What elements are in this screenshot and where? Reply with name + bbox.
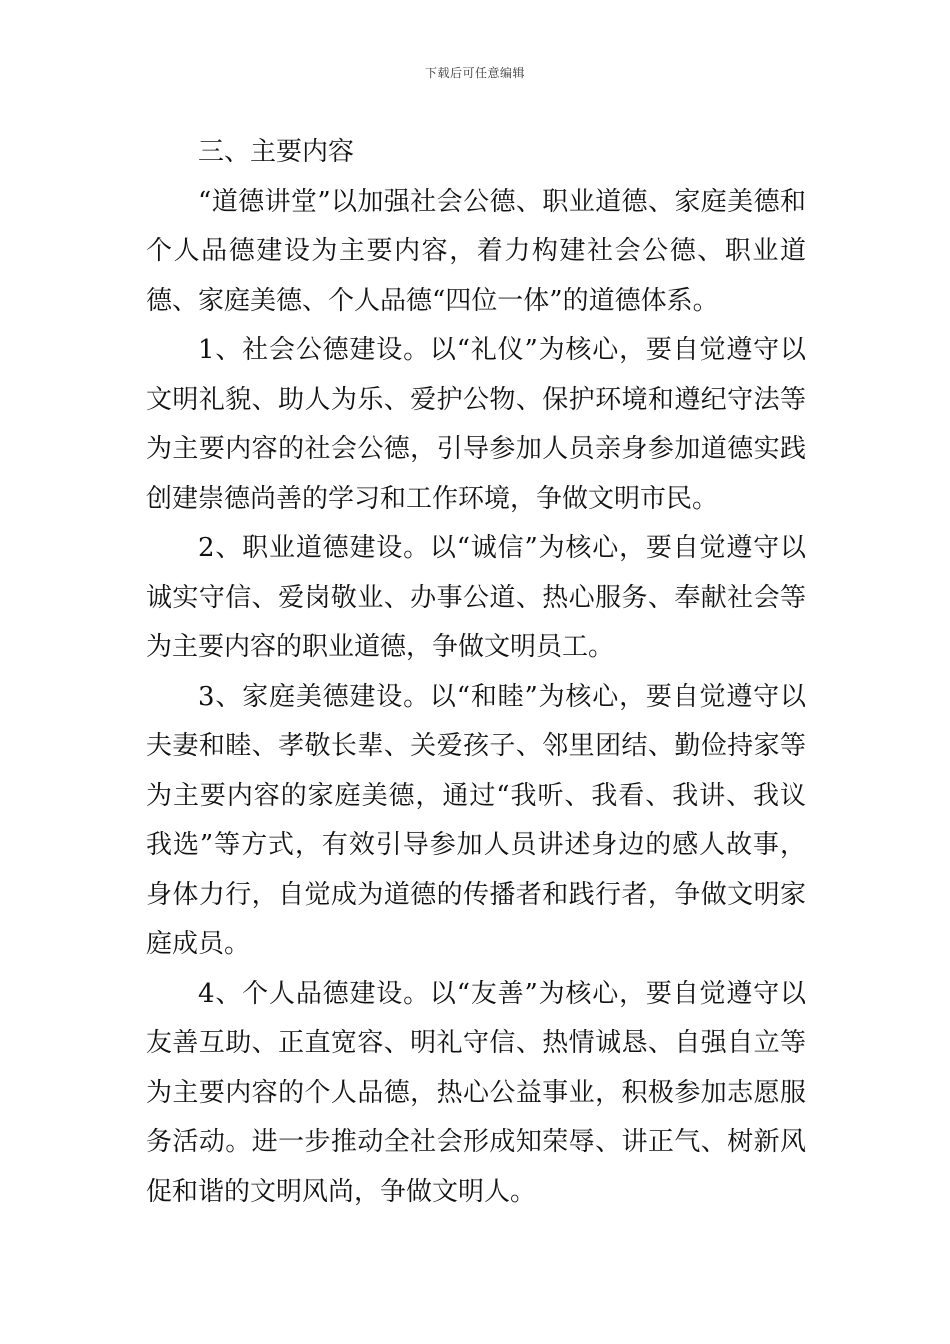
section-heading: 三、主要内容 <box>198 137 355 167</box>
document-body <box>146 128 806 1217</box>
paragraph-social-ethics: 1、社会公德建设。以“礼仪”为核心，要自觉遵守以文明礼貌、助人为乐、爱护公物、保护环境和遵纪守法等为主要内容的社会公德，引导参加人员亲身参加道德实践创建崇德尚善的学习和工作环境，争做文明市民。 <box>146 335 806 514</box>
paragraph-family-virtues: 3、家庭美德建设。以“和睦”为核心，要自觉遵守以夫妻和睦、孝敬长辈、关爱孩子、邻里团结、勤俭持家等为主要内容的家庭美德，通过“我听、我看、我讲、我议我选”等方式，有效引导参加人员讲述身边的感人故事，身体力行，自觉成为道德的传播者和践行者，争做文明家庭成员。 <box>146 681 806 959</box>
header-note: 下载后可任意编辑 <box>424 66 525 80</box>
paragraph-intro: “道德讲堂”以加强社会公德、职业道德、家庭美德和个人品德建设为主要内容，着力构建社会公德、职业道德、家庭美德、个人品德“四位一体”的道德体系。 <box>146 186 806 316</box>
paragraph-professional-ethics: 2、职业道德建设。以“诚信”为核心，要自觉遵守以诚实守信、爱岗敬业、办事公道、热心服务、奉献社会等为主要内容的职业道德，争做文明员工。 <box>146 533 806 662</box>
paragraph-personal-character: 4、个人品德建设。以“友善”为核心，要自觉遵守以友善互助、正直宽容、明礼守信、热情诚恳、自强自立等为主要内容的个人品德，热心公益事业，积极参加志愿服务活动。进一步推动全社会形成知荣辱、讲正气、树新风促和谐的文明风尚，争做文明人。 <box>146 978 806 1207</box>
